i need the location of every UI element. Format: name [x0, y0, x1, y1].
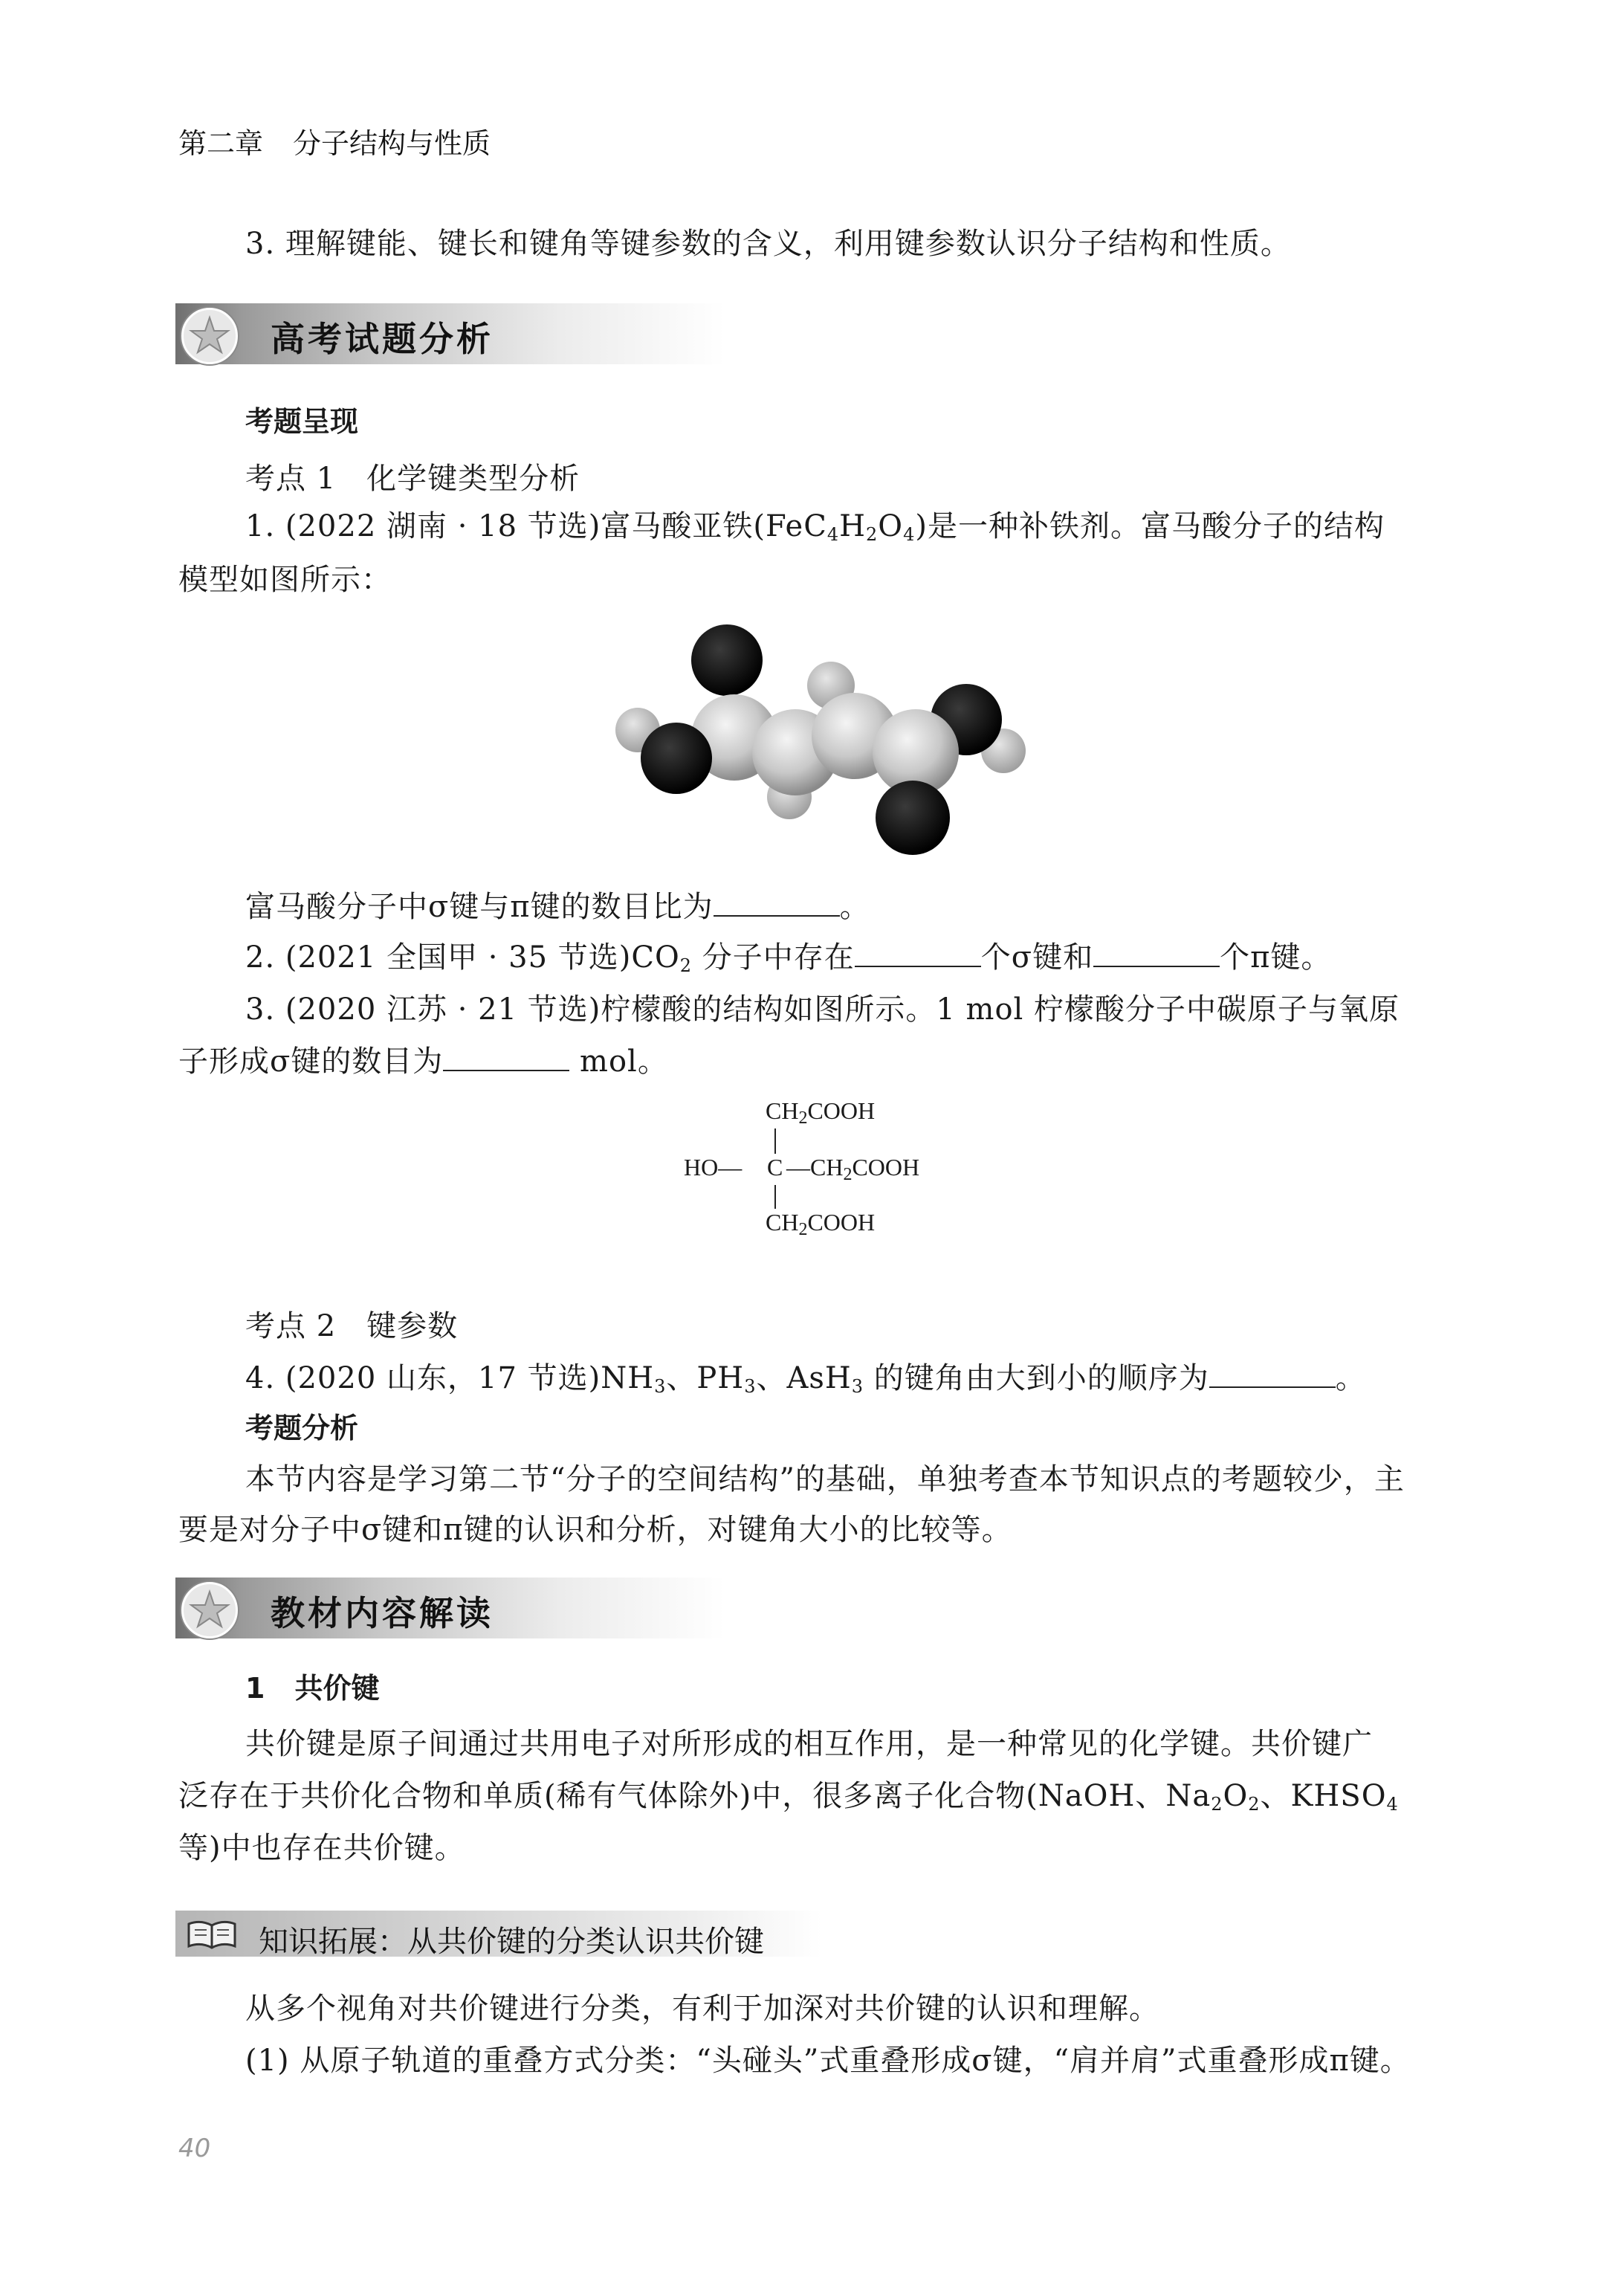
- top-group: $CH_2COOH$: [766, 1097, 876, 1128]
- paragraph-line-2: 泛存在于共价化合物和单质(稀有气体除外)中，很多离子化合物(NaOH、$Na_2O_2$、$KHSO_4$: [178, 1779, 1399, 1815]
- chapter-title: 分子结构与性质: [293, 127, 491, 160]
- question-1-line-2: 模型如图所示：: [178, 563, 392, 597]
- oxygen-atom: [876, 781, 950, 855]
- molecule-model: [602, 610, 1033, 862]
- analysis-line-1: 本节内容是学习第二节“分子的空间结构”的基础，单独考查本节知识点的考题较少，主: [245, 1462, 1405, 1496]
- citric-acid-structure: [684, 1097, 1011, 1246]
- chapter-label: 第二章: [178, 127, 264, 160]
- knowledge-extension-banner: [175, 1911, 822, 1957]
- subheading-exam-analysis: 考题分析: [245, 1412, 359, 1444]
- objective-item-3: 3. 理解键能、键长和键角等键参数的含义，利用键参数认识分子结构和性质。: [245, 227, 1291, 261]
- answer-blank[interactable]: [855, 940, 981, 967]
- section-banner-textbook: [175, 1578, 725, 1638]
- question-3-line-1: 3. (2020 江苏 · 21 节选)柠檬酸的结构如图所示。1 mol 柠檬酸分子中碳原子与氧原: [245, 992, 1400, 1027]
- answer-blank[interactable]: [1093, 940, 1220, 967]
- left-group: HO—: [684, 1154, 743, 1181]
- question-1-line-1: 1. (2022 湖南 · 18 节选)富马酸亚铁$(FeC_4H_2O_4)$是一种补铁剂。富马酸分子的结构: [245, 509, 1385, 545]
- extension-line-1: 从多个视角对共价键进行分类，有利于加深对共价键的认识和理解。: [245, 1992, 1159, 2026]
- section-heading: 1 共价键: [245, 1672, 380, 1705]
- exam-point-2: 考点 2 键参数: [245, 1309, 459, 1343]
- book-icon: [186, 1918, 238, 1951]
- question-4: 4. (2020 山东，17 节选)$NH_3$、$PH_3$、AsH$_3$ 的键角由大到小的顺序为 。: [245, 1361, 1366, 1397]
- paragraph-line-3: 等)中也存在共价键。: [178, 1831, 465, 1865]
- bottom-group: $CH_2COOH$: [766, 1209, 876, 1239]
- page-number: 40: [178, 2134, 211, 2163]
- running-header: [178, 120, 491, 161]
- exam-point-1: 考点 1 化学键类型分析: [245, 462, 580, 496]
- right-group: $—CH_2COOH$: [786, 1154, 920, 1184]
- extension-title: 知识拓展：从共价键的分类认识共价键: [259, 1925, 764, 1959]
- answer-blank[interactable]: [714, 890, 840, 917]
- banner-title: 高考试题分析: [271, 319, 494, 359]
- answer-blank[interactable]: [1209, 1361, 1336, 1388]
- banner-title: 教材内容解读: [271, 1593, 494, 1633]
- subheading-exam-present: 考题呈现: [245, 405, 359, 438]
- extension-line-2: (1) 从原子轨道的重叠方式分类：“头碰头”式重叠形成σ键，“肩并肩”式重叠形成π键。: [245, 2044, 1411, 2078]
- oxygen-atom: [691, 624, 763, 696]
- question-3-line-2: 子形成σ键的数目为 mol。: [178, 1044, 668, 1079]
- paragraph-line-1: 共价键是原子间通过共用电子对所形成的相互作用，是一种常见的化学键。共价键广: [245, 1727, 1373, 1761]
- analysis-line-2: 要是对分子中σ键和π键的认识和分析，对键角大小的比较等。: [178, 1513, 1012, 1547]
- question-1-prompt: 富马酸分子中σ键与π键的数目比为 。: [245, 890, 870, 924]
- center-carbon: C: [767, 1154, 783, 1181]
- star-icon: [181, 1582, 238, 1638]
- answer-blank[interactable]: [443, 1044, 569, 1071]
- vertical-bond: [774, 1185, 776, 1209]
- star-icon: [181, 308, 238, 364]
- question-2: 2. (2021 全国甲 · 35 节选)$CO_2$ 分子中存在 个σ键和 个π键。: [245, 940, 1332, 976]
- vertical-bond: [774, 1128, 776, 1154]
- oxygen-atom: [641, 723, 712, 794]
- section-banner-exam-analysis: [175, 303, 725, 364]
